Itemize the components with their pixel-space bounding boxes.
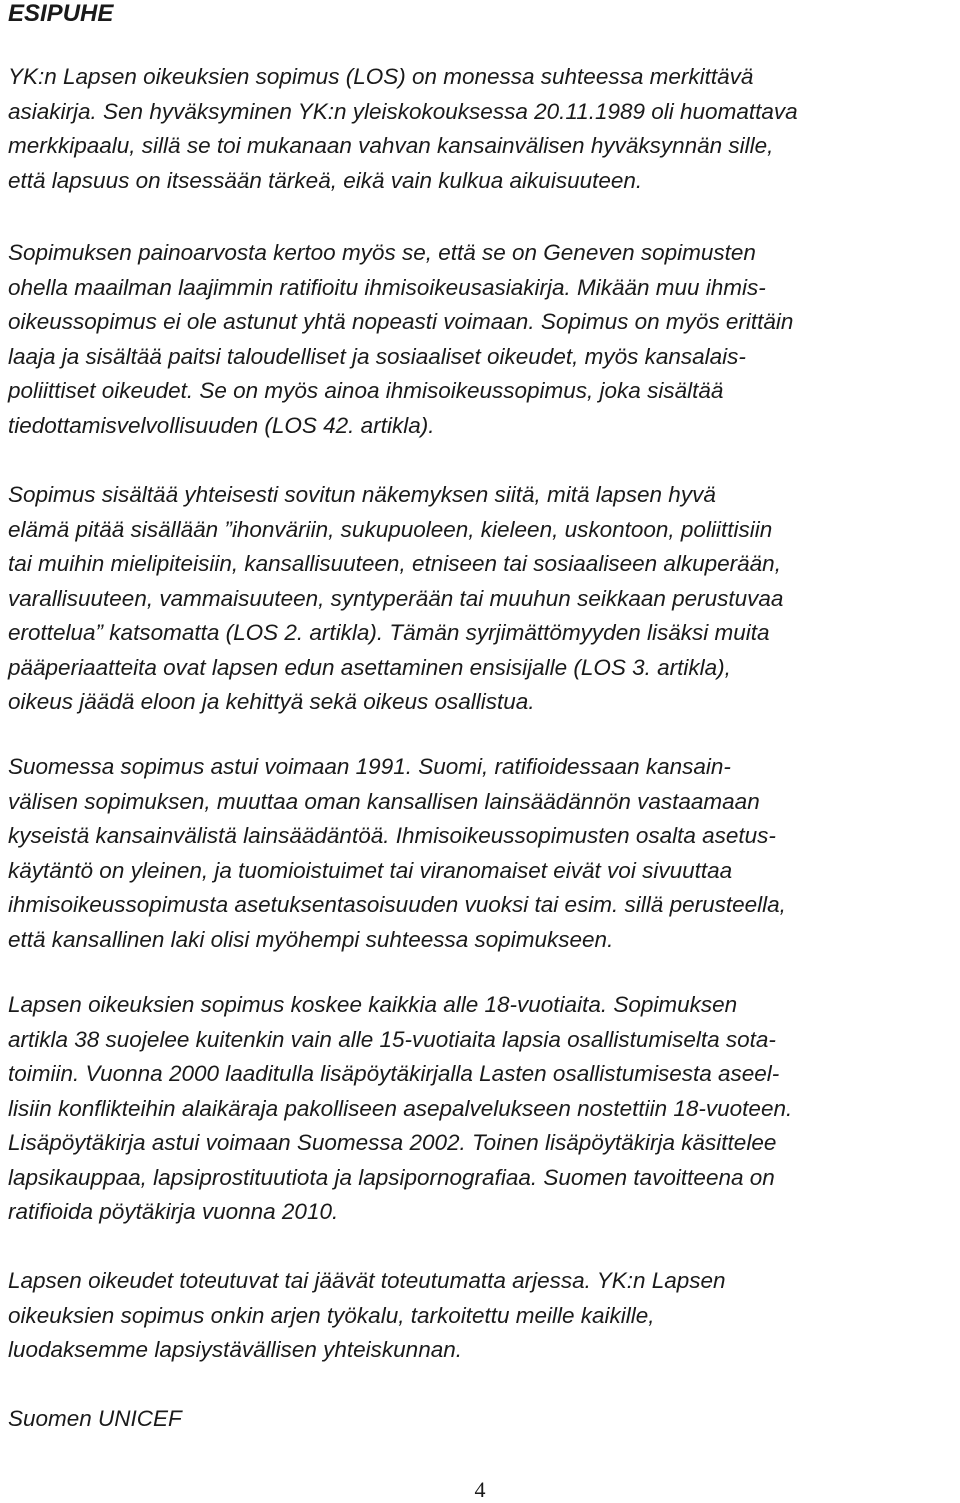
text-line: oikeus jäädä eloon ja kehittyä sekä oikeus osallistua. xyxy=(8,689,535,714)
text-line: lisiin konflikteihin alaikäraja pakolliseen asepalvelukseen nostettiin 18-vuoteen. xyxy=(8,1095,793,1121)
text-line: poliittiset oikeudet. Se on myös ainoa ihmisoikeussopimus, joka sisältää xyxy=(8,378,724,403)
text-line: kyseistä kansainvälistä lainsäädäntöä. Ihmisoikeussopimusten osalta asetus- xyxy=(8,823,776,848)
text-line: lapsikauppaa, lapsiprostituutiota ja lapsipornografiaa. Suomen tavoitteena on xyxy=(8,1164,775,1190)
text-line: erottelua” katsomatta (LOS 2. artikla). Tämän syrjimättömyyden lisäksi muita xyxy=(8,620,770,645)
document-page xyxy=(8,0,956,1431)
paragraph-intro xyxy=(8,60,798,198)
text-line: välisen sopimuksen, muuttaa oman kansallisen lainsäädännön vastaamaan xyxy=(8,788,760,814)
text-line: ihmisoikeussopimusta asetuksentasoisuuden vuoksi tai esim. sillä perusteella, xyxy=(8,892,786,917)
text-line: oikeuksien sopimus onkin arjen työkalu, tarkoitettu meille kaikille, xyxy=(8,1302,655,1328)
paragraph-significance xyxy=(8,236,793,443)
page-number: 4 xyxy=(474,1477,486,1502)
text-line: Suomessa sopimus astui voimaan 1991. Suomi, ratifioidessaan kansain- xyxy=(8,754,731,779)
text-line: tiedottamisvelvollisuuden (LOS 42. artikla). xyxy=(8,412,435,438)
text-line: Lapsen oikeuksien sopimus koskee kaikkia alle 18-vuotiaita. Sopimuksen xyxy=(8,992,738,1017)
text-line: Suomen UNICEF xyxy=(8,1406,182,1431)
paragraph-closing xyxy=(8,1264,726,1368)
text-line: oikeussopimus ei ole astunut yhtä nopeasti voimaan. Sopimus on myös erittäin xyxy=(8,309,794,334)
paragraph-protocols xyxy=(8,988,792,1230)
text-line: asiakirja. Sen hyväksyminen YK:n yleiskokouksessa 20.11.1989 oli huomattava xyxy=(8,98,798,124)
text-line: toimiin. Vuonna 2000 laaditulla lisäpöytäkirjalla Lasten osallistumisesta aseel- xyxy=(8,1061,780,1086)
page-title: ESIPUHE xyxy=(8,0,114,27)
text-line: että kansallinen laki olisi myöhempi suhteessa sopimukseen. xyxy=(8,926,614,952)
text-line: ratifioida pöytäkirja vuonna 2010. xyxy=(8,1199,339,1224)
text-line: luodaksemme lapsiystävällisen yhteiskunnan. xyxy=(8,1337,462,1362)
text-line: merkkipaalu, sillä se toi mukanaan vahvan kansainvälisen hyväksynnän sille, xyxy=(8,133,774,158)
text-line: että lapsuus on itsessään tärkeä, eikä vain kulkua aikuisuuteen. xyxy=(8,167,643,193)
text-line: YK:n Lapsen oikeuksien sopimus (LOS) on monessa suhteessa merkittävä xyxy=(8,64,754,89)
text-line: tai muihin mielipiteisiin, kansallisuuteen, etniseen tai sosiaaliseen alkuperään, xyxy=(8,551,781,576)
paragraph-finland xyxy=(8,750,786,957)
text-line: laaja ja sisältää paitsi taloudelliset ja sosiaaliset oikeudet, myös kansalais- xyxy=(8,343,746,369)
text-line: pääperiaatteita ovat lapsen edun asettaminen ensisijalle (LOS 3. artikla), xyxy=(8,654,731,680)
text-line: ohella maailman laajimmin ratifioitu ihmisoikeusasiakirja. Mikään muu ihmis- xyxy=(8,274,766,300)
text-line: artikla 38 suojelee kuitenkin vain alle 15-vuotiaita lapsia osallistumiselta sota- xyxy=(8,1026,776,1052)
text-line: varallisuuteen, vammaisuuteen, syntyperään tai muuhun seikkaan perustuvaa xyxy=(8,585,784,611)
text-line: Sopimus sisältää yhteisesti sovitun näkemyksen siitä, mitä lapsen hyvä xyxy=(8,482,716,507)
text-line: Lapsen oikeudet toteutuvat tai jäävät toteutumatta arjessa. YK:n Lapsen xyxy=(8,1268,726,1293)
text-line: elämä pitää sisällään ”ihonväriin, sukupuoleen, kieleen, uskontoon, poliittisiin xyxy=(8,516,773,542)
signature xyxy=(8,1402,182,1437)
text-line: käytäntö on yleinen, ja tuomioistuimet tai viranomaiset eivät voi sivuuttaa xyxy=(8,857,733,883)
paragraph-principles xyxy=(8,478,783,720)
text-line: Lisäpöytäkirja astui voimaan Suomessa 2002. Toinen lisäpöytäkirja käsittelee xyxy=(8,1130,777,1155)
text-line: Sopimuksen painoarvosta kertoo myös se, että se on Geneven sopimusten xyxy=(8,240,756,265)
